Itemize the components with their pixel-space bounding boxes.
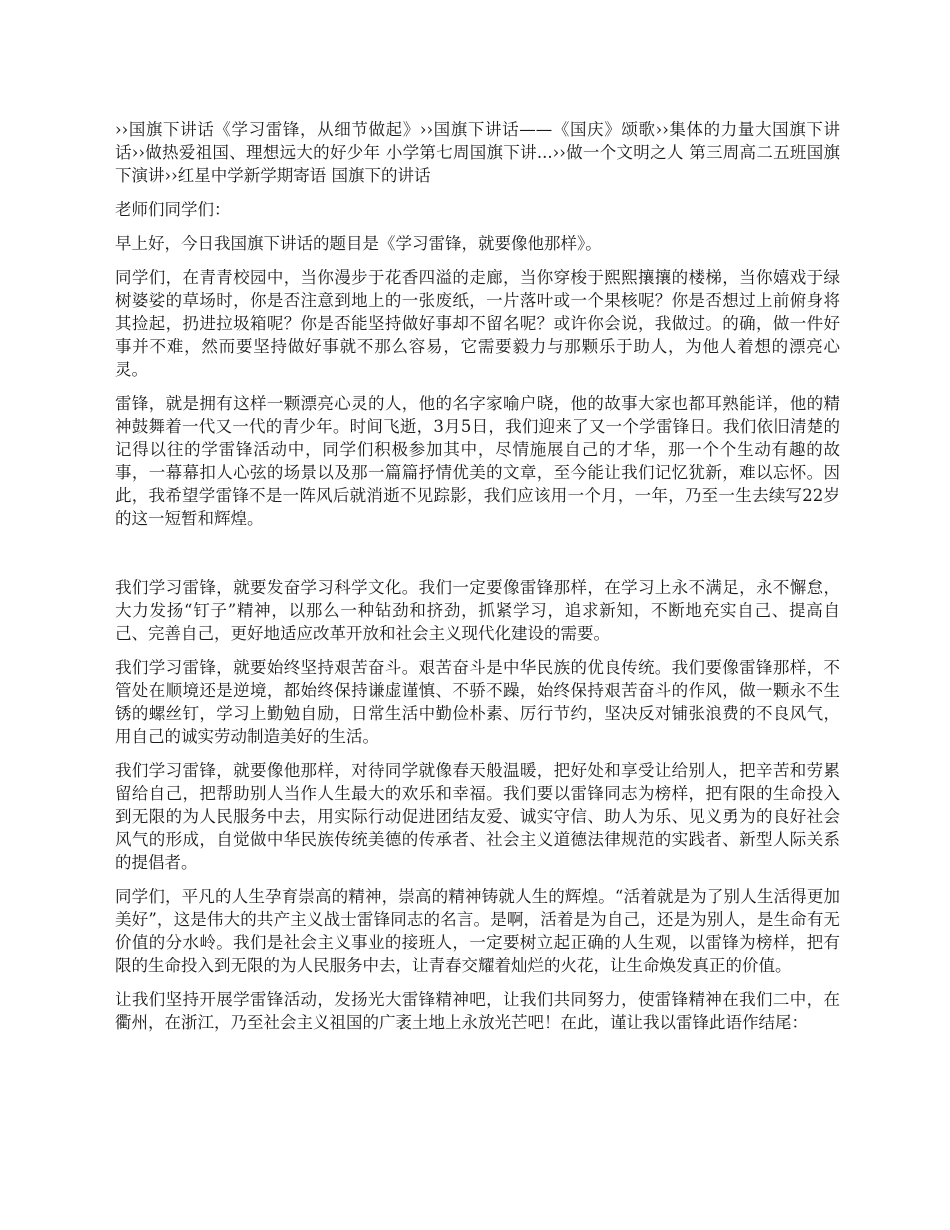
paragraph-study: 我们学习雷锋，就要发奋学习科学文化。我们一定要像雷锋那样，在学习上永不满足，永不懈怠，大力发扬“钉子”精神，以那么一种钻劲和挤劲，抓紧学习，追求新知，不断地充实自己、提高自己、完善自己，更好地适应改革开放和社会主义现代化建设的需要。 — [115, 578, 840, 643]
salutation: 老师们同学们： — [115, 200, 231, 219]
paragraph-closing: 让我们坚持开展学雷锋活动，发扬光大雷锋精神吧，让我们共同努力，使雷锋精神在我们二中，在衢州，在浙江，乃至社会主义祖国的广袤土地上永放光芒吧！在此，谨让我以雷锋此语作结尾： — [115, 990, 840, 1032]
paragraph-leifeng-intro: 雷锋，就是拥有这样一颗漂亮心灵的人，他的名字家喻户晓，他的故事大家也都耳熟能详，他的精神鼓舞着一代又一代的青少年。时间飞逝，3月5日，我们迎来了又一个学雷锋日。我们依旧清楚的记得以往的学雷锋活动中，同学们积极参加其中，尽情施展自己的才华，那一个个生动有趣的故事，一幕幕扣人心弦的场景以及那一篇篇抒情优美的文章，至今能让我们记忆犹新，难以忘怀。因此，我希望学雷锋不是一阵风后就消逝不见踪影，我们应该用一个月，一年，乃至一生去续写22岁的这一短暂和辉煌。 — [115, 394, 840, 528]
section-gap — [115, 541, 840, 576]
paragraph-hard-work: 我们学习雷锋，就要始终坚持艰苦奋斗。艰苦奋斗是中华民族的优良传统。我们要像雷锋那样，不管处在顺境还是逆境，都始终保持谦虚谨慎、不骄不躁，始终保持艰苦奋斗的作风，做一颗永不生锈的螺丝钉，学习上勤勉自励，日常生活中勤俭朴素、厉行节约，坚决反对铺张浪费的不良风气，用自己的诚实劳动制造美好的生活。 — [115, 658, 840, 746]
paragraph-helping: 我们学习雷锋，就要像他那样，对待同学就像春天般温暖，把好处和享受让给别人，把辛苦和劳累留给自己，把帮助别人当作人生最大的欢乐和幸福。我们要以雷锋同志为榜样，把有限的生命投入到无限的为人民服务中去，用实际行动促进团结友爱、诚实守信、助人为乐、见义勇为的良好社会风气的形成，自觉做中华民族传统美德的传承者、社会主义道德法律规范的实践者、新型人际关系的提倡者。 — [115, 761, 840, 872]
document-body — [115, 118, 840, 1045]
paragraph-life-value: 同学们，平凡的人生孕育崇高的精神，崇高的精神铸就人生的辉煌。“活着就是为了别人生活得更加美好”，这是伟大的共产主义战士雷锋同志的名言。是啊，活着是为自己，还是为别人，是生命有无价值的分水岭。我们是社会主义事业的接班人，一定要树立起正确的人生观，以雷锋为榜样，把有限的生命投入到无限的为人民服务中去，让青春交耀着灿烂的火花，让生命焕发真正的价值。 — [115, 887, 840, 975]
paragraph-greeting: 早上好，今日我国旗下讲话的题目是《学习雷锋，就要像他那样》。 — [115, 234, 602, 253]
related-links[interactable]: ››国旗下讲话《学习雷锋，从细节做起》››国旗下讲话——《国庆》颂歌››集体的力量大国旗下讲话››做热爱祖国、理想远大的好少年 小学第七周国旗下讲...››做一个文明之人 第三周高二五班国旗下演讲››红星中学新学期寄语 国旗下的讲话 — [115, 120, 840, 185]
paragraph-campus: 同学们，在青青校园中，当你漫步于花香四溢的走廊，当你穿梭于熙熙攘攘的楼梯，当你嬉戏于绿树婆娑的草场时，你是否注意到地上的一张废纸，一片落叶或一个果核呢？你是否想过上前俯身将其捡起，扔进拉圾箱呢？你是否能坚持做好事却不留名呢？或许你会说，我做过。的确，做一件好事并不难，然而要坚持做好事就不那么容易，它需要毅力与那颗乐于助人，为他人着想的漂亮心灵。 — [115, 268, 840, 379]
